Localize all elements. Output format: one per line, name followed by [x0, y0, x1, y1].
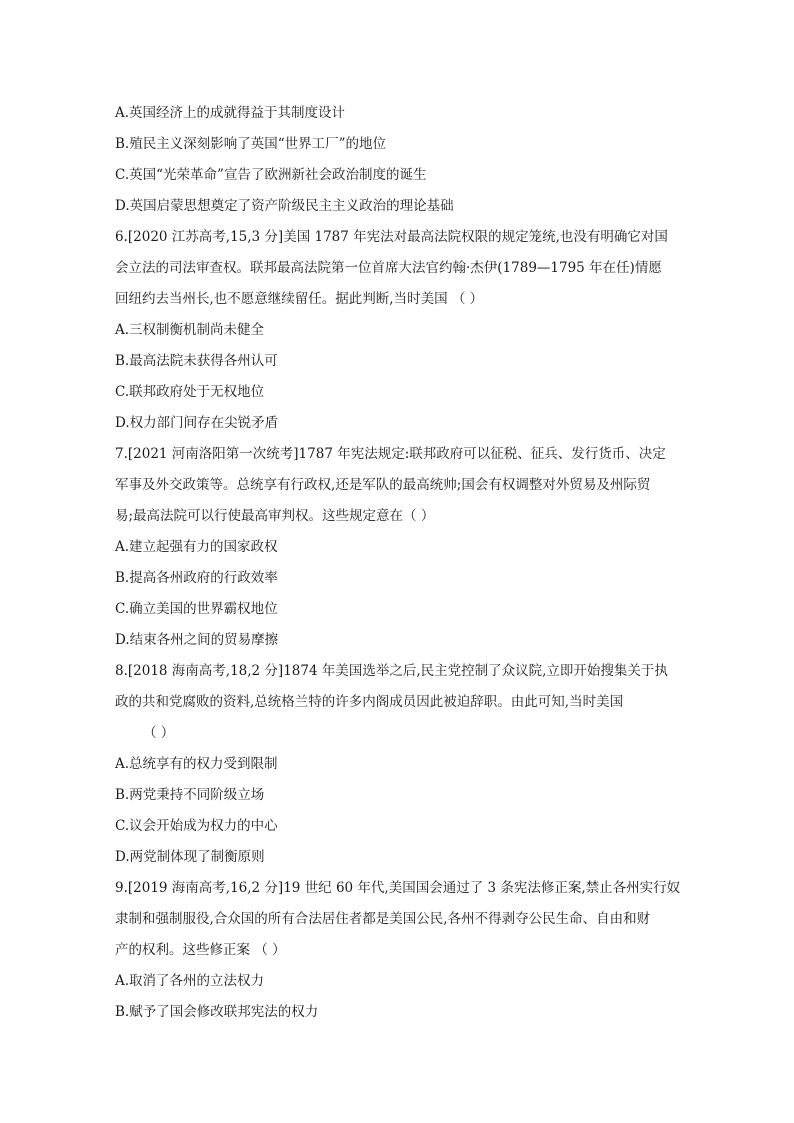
q8-option-a: A.总统享有的权力受到限制: [115, 756, 278, 772]
q8-answer-blank: （ ）: [143, 725, 175, 741]
q6-stem-line-3: 回纽约去当州长,也不愿意继续留任。据此判断,当时美国 （ ）: [115, 291, 484, 307]
q7-option-b: B.提高各州政府的行政效率: [115, 570, 278, 586]
q6-stem-line-1: 6.[2020 江苏高考,15,3 分]美国 1787 年宪法对最高法院权限的规定笼统,也没有明确它对国: [115, 229, 668, 245]
q5-option-c: C.英国“光荣革命”宣告了欧洲新社会政治制度的诞生: [115, 167, 427, 183]
q6-option-b: B.最高法院未获得各州认可: [115, 353, 278, 369]
q5-option-d: D.英国启蒙思想奠定了资产阶级民主主义政治的理论基础: [115, 198, 454, 214]
q6-stem-line-2: 会立法的司法审查权。联邦最高法院第一位首席大法官约翰·杰伊(1789—1795 年在任)情愿: [115, 260, 662, 276]
q9-stem-line-3: 产的权利。这些修正案 （ ）: [115, 942, 286, 958]
q8-stem-line-1: 8.[2018 海南高考,18,2 分]1874 年美国选举之后,民主党控制了众议院,立即开始搜集关于执: [115, 663, 668, 679]
q7-stem-line-3: 易;最高法院可以行使最高审判权。这些规定意在（ ）: [115, 508, 435, 524]
q7-option-a: A.建立起强有力的国家政权: [115, 539, 278, 555]
q8-option-c: C.议会开始成为权力的中心: [115, 818, 278, 834]
q9-stem-line-1: 9.[2019 海南高考,16,2 分]19 世纪 60 年代,美国国会通过了 3 条宪法修正案,禁止各州实行奴: [115, 880, 681, 896]
q6-option-c: C.联邦政府处于无权地位: [115, 384, 265, 400]
q6-option-a: A.三权制衡机制尚未健全: [115, 322, 265, 338]
q9-option-a: A.取消了各州的立法权力: [115, 973, 265, 989]
q7-stem-line-1: 7.[2021 河南洛阳第一次统考]1787 年宪法规定:联邦政府可以征税、征兵、发行货币、决定: [115, 446, 666, 462]
q8-option-d: D.两党制体现了制衡原则: [115, 849, 265, 865]
q6-option-d: D.权力部门间存在尖锐矛盾: [115, 415, 279, 431]
q8-stem-line-2: 政的共和党腐败的资料,总统格兰特的许多内阁成员因此被迫辞职。由此可知,当时美国: [115, 694, 624, 710]
q7-stem-line-2: 军事及外交政策等。总统享有行政权,还是军队的最高统帅;国会有权调整对外贸易及州际贸: [115, 477, 651, 493]
q7-option-d: D.结束各州之间的贸易摩擦: [115, 632, 279, 648]
q5-option-a: A.英国经济上的成就得益于其制度设计: [115, 105, 346, 121]
q7-option-c: C.确立美国的世界霸权地位: [115, 601, 278, 617]
q8-option-b: B.两党秉持不同阶级立场: [115, 787, 265, 803]
q5-option-b: B.殖民主义深刻影响了英国“世界工厂”的地位: [115, 136, 387, 152]
q9-stem-line-2: 隶制和强制服役,合众国的所有合法居住者都是美国公民,各州不得剥夺公民生命、自由和财: [115, 911, 651, 927]
q9-option-b: B.赋予了国会修改联邦宪法的权力: [115, 1004, 319, 1020]
